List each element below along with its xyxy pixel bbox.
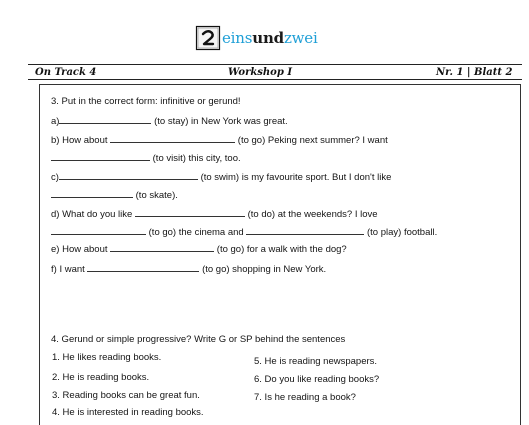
answer-blank[interactable] (59, 170, 198, 180)
exercise-3-item-d-line2: (to go) the cinema and (to play) football. (51, 225, 437, 238)
answer-blank[interactable] (51, 151, 150, 161)
exercise-3-item-a: a) (to stay) in New York was great. (51, 116, 288, 127)
answer-blank[interactable] (110, 133, 235, 143)
exercise-3-title: 3. Put in the correct form: infinitive or gerund! (51, 96, 241, 107)
exercise-4-sentence: 1. He likes reading books. (52, 352, 162, 363)
exercise-3-item-e: e) How about (to go) for a walk with the dog? (51, 244, 347, 255)
exercise-3-item-c-line2: (to skate). (51, 188, 178, 201)
answer-blank[interactable] (51, 225, 146, 235)
exercise-4-title: 4. Gerund or simple progressive? Write G or SP behind the sentences (51, 334, 346, 345)
header-sheet-number: Nr. 1 | Blatt 2 (436, 67, 513, 78)
header-course: On Track 4 (35, 67, 97, 78)
answer-blank[interactable] (59, 114, 151, 124)
exercise-4-sentence: 7. Is he reading a book? (254, 392, 356, 403)
exercise-3-item-f: f) I want (to go) shopping in New York. (51, 264, 327, 275)
exercise-4-sentence: 5. He is reading newspapers. (254, 356, 378, 367)
exercise-3-item-c-line1: c) (to swim) is my favourite sport. But I don't like (51, 172, 392, 183)
answer-blank[interactable] (51, 188, 133, 198)
answer-blank[interactable] (110, 242, 214, 252)
exercise-4-sentence: 3. Reading books can be great fun. (52, 390, 200, 401)
header-workshop: Workshop I (228, 67, 293, 78)
header-top-rule (28, 64, 522, 65)
exercise-4-sentence: 4. He is interested in reading books. (52, 407, 204, 418)
exercise-4-sentence: 2. He is reading books. (52, 372, 150, 383)
exercise-4-sentence: 6. Do you like reading books? (254, 374, 380, 385)
two-puzzle-icon (196, 26, 220, 50)
answer-blank[interactable] (87, 262, 199, 272)
exercise-3-item-b-line2: (to visit) this city, too. (51, 151, 241, 164)
exercise-3-item-b-line1: b) How about (to go) Peking next summer? I want (51, 135, 388, 146)
header-bottom-rule (28, 79, 522, 80)
exercise-3-item-d-line1: d) What do you like (to do) at the weekends? I love (51, 209, 378, 220)
answer-blank[interactable] (135, 207, 245, 217)
answer-blank[interactable] (246, 225, 364, 235)
logo (196, 25, 318, 51)
logo-wordmark: einsundzwei (222, 29, 318, 47)
